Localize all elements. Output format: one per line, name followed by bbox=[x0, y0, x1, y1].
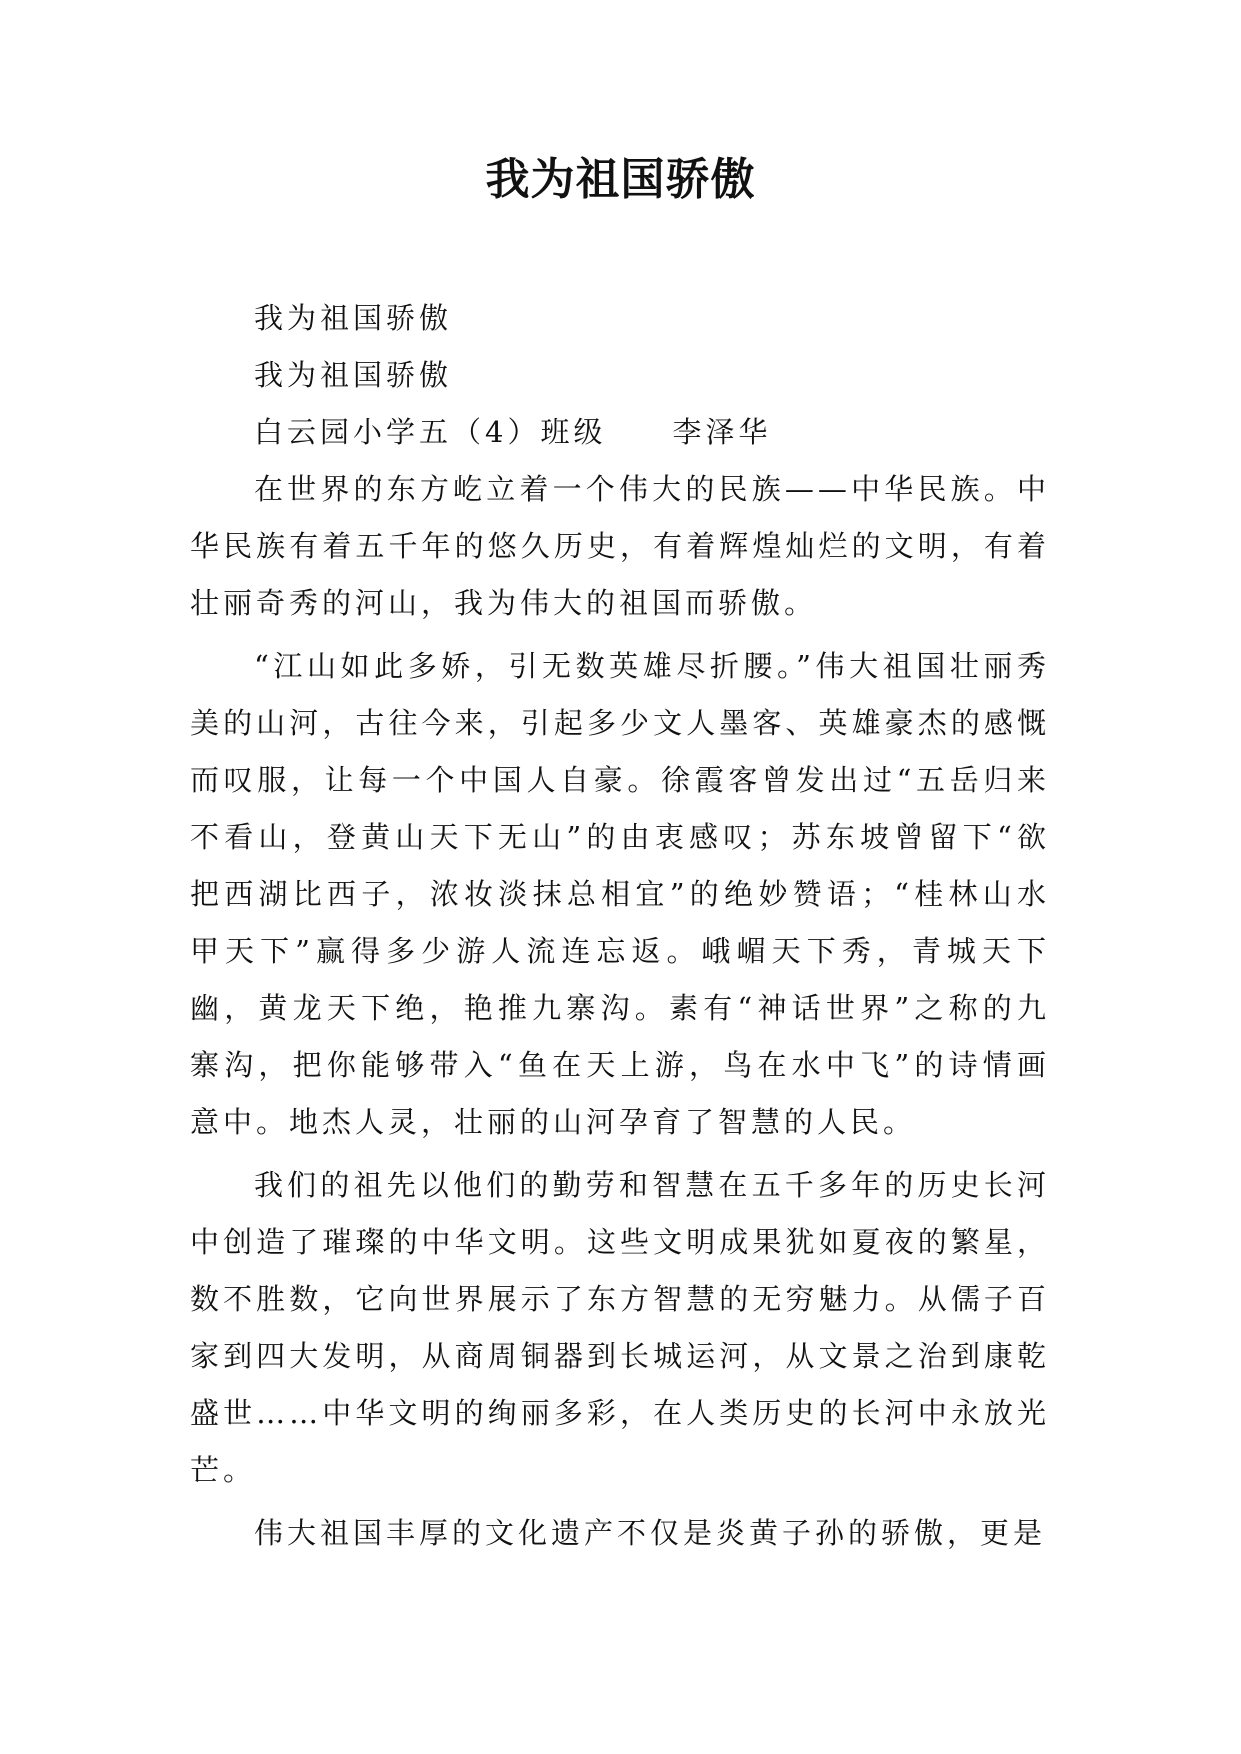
paragraph: 我们的祖先以他们的勤劳和智慧在五千多年的历史长河中创造了璀璨的中华文明。这些文明成果犹如夏夜的繁星，数不胜数，它向世界展示了东方智慧的无穷魅力。从儒子百家到四大发明，从商周铜器到长城运河，从文景之治到康乾盛世……中华文明的绚丽多彩，在人类历史的长河中永放光芒。 bbox=[190, 1168, 1050, 1487]
paragraph: “江山如此多娇，引无数英雄尽折腰。”伟大祖国壮丽秀美的山河，古往今来，引起多少文人墨客、英雄豪杰的感慨而叹服，让每一个中国人自豪。徐霞客曾发出过“五岳归来不看山，登黄山天下无山”的由衷感叹；苏东坡曾留下“欲把西湖比西子，浓妆淡抹总相宜”的绝妙赞语；“桂林山水甲天下”赢得多少游人流连忘返。峨嵋天下秀，青城天下幽，黄龙天下绝，艳推九寨沟。素有“神话世界”之称的九寨沟，把你能够带入“鱼在天上游，鸟在水中飞”的诗情画意中。地杰人灵，壮丽的山河孕育了智慧的人民。 bbox=[190, 649, 1050, 1139]
document-title: 我为祖国骄傲 bbox=[485, 154, 756, 205]
paragraph: 伟大祖国丰厚的文化遗产不仅是炎黄子孙的骄傲，更是 bbox=[254, 1516, 1047, 1550]
document-body bbox=[190, 290, 1050, 1562]
heading-line: 我为祖国骄傲 bbox=[254, 358, 453, 392]
paragraph: 在世界的东方屹立着一个伟大的民族——中华民族。中华民族有着五千年的悠久历史，有着辉煌灿烂的文明，有着壮丽奇秀的河山，我为伟大的祖国而骄傲。 bbox=[190, 472, 1050, 620]
heading-line: 我为祖国骄傲 bbox=[254, 301, 453, 335]
byline: 白云园小学五（4）班级 李泽华 bbox=[254, 415, 772, 449]
